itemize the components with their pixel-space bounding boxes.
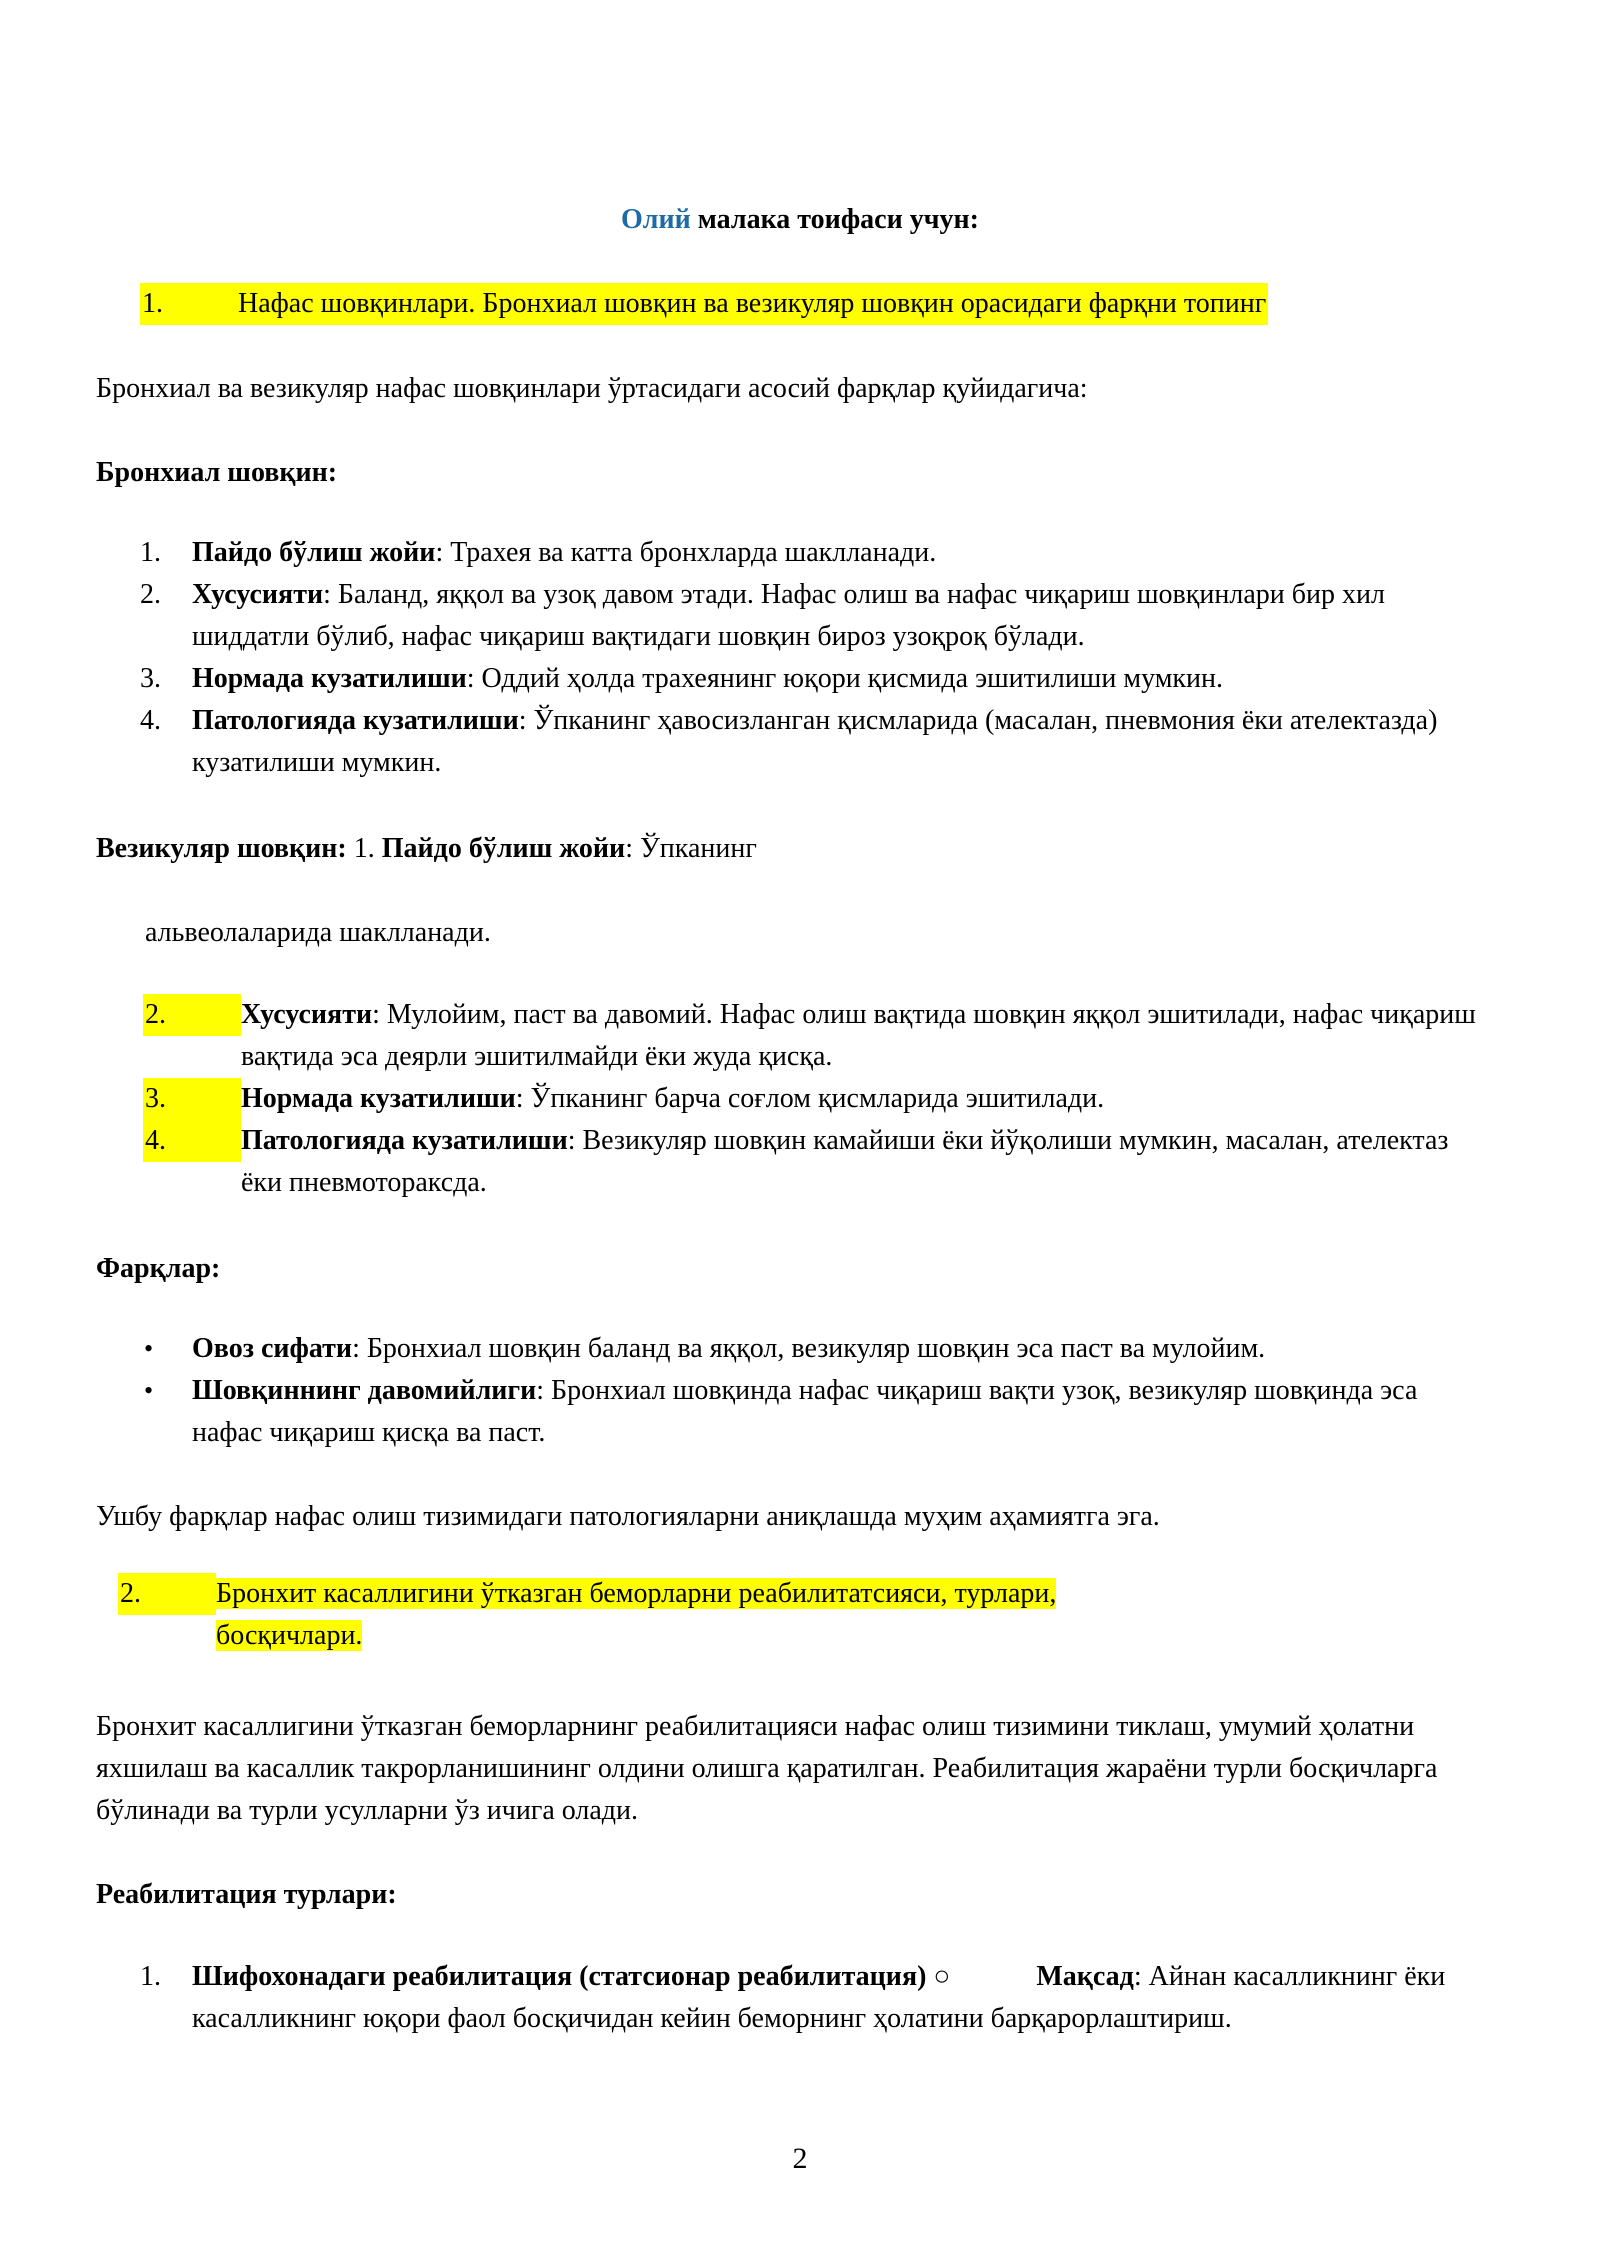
bronchial-heading: Бронхиал шовқин:	[96, 457, 338, 488]
bronchial-list	[140, 532, 1490, 784]
rehab-intro-paragraph: Бронхит касаллигини ўтказган беморларнинг реабилитацияси нафас олиш тизимини тиклаш, умумий ҳолатни яхшилаш ва касаллик такрорланишининг олдини олишга қаратилган. Реабилитация жараёни турли босқичларга бўлинади ва турли усулларни ўз ичига олади.	[96, 1711, 1438, 1826]
question-1	[140, 283, 1440, 325]
question-1-number: 1.	[142, 288, 163, 319]
rehab-types-list	[140, 1956, 1490, 2040]
list-item: • Овоз сифати: Бронхиал шовқин баланд ва яққол, везикуляр шовқин эса паст ва мулойим.	[140, 1328, 1490, 1370]
vesicular-list	[143, 994, 1483, 1204]
bullet: •	[144, 1334, 154, 1363]
rehab-types-heading: Реабилитация турлари:	[96, 1879, 397, 1910]
bullet: •	[144, 1376, 154, 1405]
vesicular-continuation: альвеолаларида шаклланади.	[145, 917, 491, 948]
list-item: 2. Хусусияти: Мулойим, паст ва давомий. Нафас олиш вақтида шовқин яққол эшитилади, нафас чиқариш вақтида эса деярли эшитилмайди ёки жуда қисқа.	[143, 994, 1483, 1078]
circle-bullet: ○	[926, 1961, 951, 1992]
list-item: 4. Патологияда кузатилиши: Везикуляр шовқин камайиши ёки йўқолиши мумкин, масалан, ателектаз ёки пневмотораксда.	[143, 1120, 1483, 1204]
conclusion-paragraph: Ушбу фарқлар нафас олиш тизимидаги патологияларни аниқлашда муҳим аҳамиятга эга.	[96, 1501, 1160, 1532]
list-item: 2. Хусусияти: Баланд, яққол ва узоқ давом этади. Нафас олиш ва нафас чиқариш шовқинлари бир хил шиддатли бўлиб, нафас чиқариш вақтидаги шовқин бироз узоқроқ бўлади.	[140, 579, 1385, 652]
list-item: 3. Нормада кузатилиши: Оддий ҳолда трахеянинг юқори қисмида эшитилиши мумкин.	[140, 663, 1223, 694]
page-number: 2	[792, 2142, 808, 2175]
vesicular-heading: Везикуляр шовқин:	[96, 833, 347, 864]
question-2-line2: босқичлари.	[216, 1620, 363, 1651]
list-item: 3. Нормада кузатилиши: Ўпканинг барча соғлом қисмларида эшитилади.	[143, 1078, 1483, 1120]
vesicular-heading-line: Везикуляр шовқин: 1. Пайдо бўлиш жойи: Ўпканинг	[96, 833, 757, 864]
title-rest: малака тоифаси учун:	[690, 204, 979, 235]
differences-list	[140, 1328, 1490, 1454]
question-1-highlight	[140, 283, 1268, 325]
list-item: 1. Пайдо бўлиш жойи: Трахея ва катта бронхларда шаклланади.	[140, 537, 937, 568]
intro-paragraph: Бронхиал ва везикуляр нафас шовқинлари ўртасидаги асосий фарқлар қуйидагича:	[96, 373, 1088, 404]
question-2-number: 2.	[120, 1578, 141, 1609]
differences-heading: Фарқлар:	[96, 1253, 221, 1284]
page-title	[0, 199, 1600, 241]
question-1-text: Нафас шовқинлари. Бронхиал шовқин ва везикуляр шовқин орасидаги фарқни топинг	[238, 288, 1267, 319]
list-item: 1. Шифохонадаги реабилитация (статсионар реабилитация) ○ Мақсад: Айнан касалликнинг ёки касалликнинг юқори фаол босқичидан кейин беморнинг ҳолатини барқарорлаштириш.	[140, 1961, 1446, 2034]
title-highlighted-word: Олий	[620, 204, 691, 235]
list-item: 4. Патологияда кузатилиши: Ўпканинг ҳавосизланган қисмларида (масалан, пневмония ёки ателектазда) кузатилиши мумкин.	[140, 705, 1438, 778]
question-2-line1: Бронхит касаллигини ўтказган беморларни реабилитатсияси, турлари,	[216, 1578, 1057, 1609]
list-item: • Шовқиннинг давомийлиги: Бронхиал шовқинда нафас чиқариш вақти узоқ, везикуляр шовқинда эса нафас чиқариш қисқа ва паст.	[140, 1370, 1490, 1454]
question-2	[118, 1573, 1318, 1657]
